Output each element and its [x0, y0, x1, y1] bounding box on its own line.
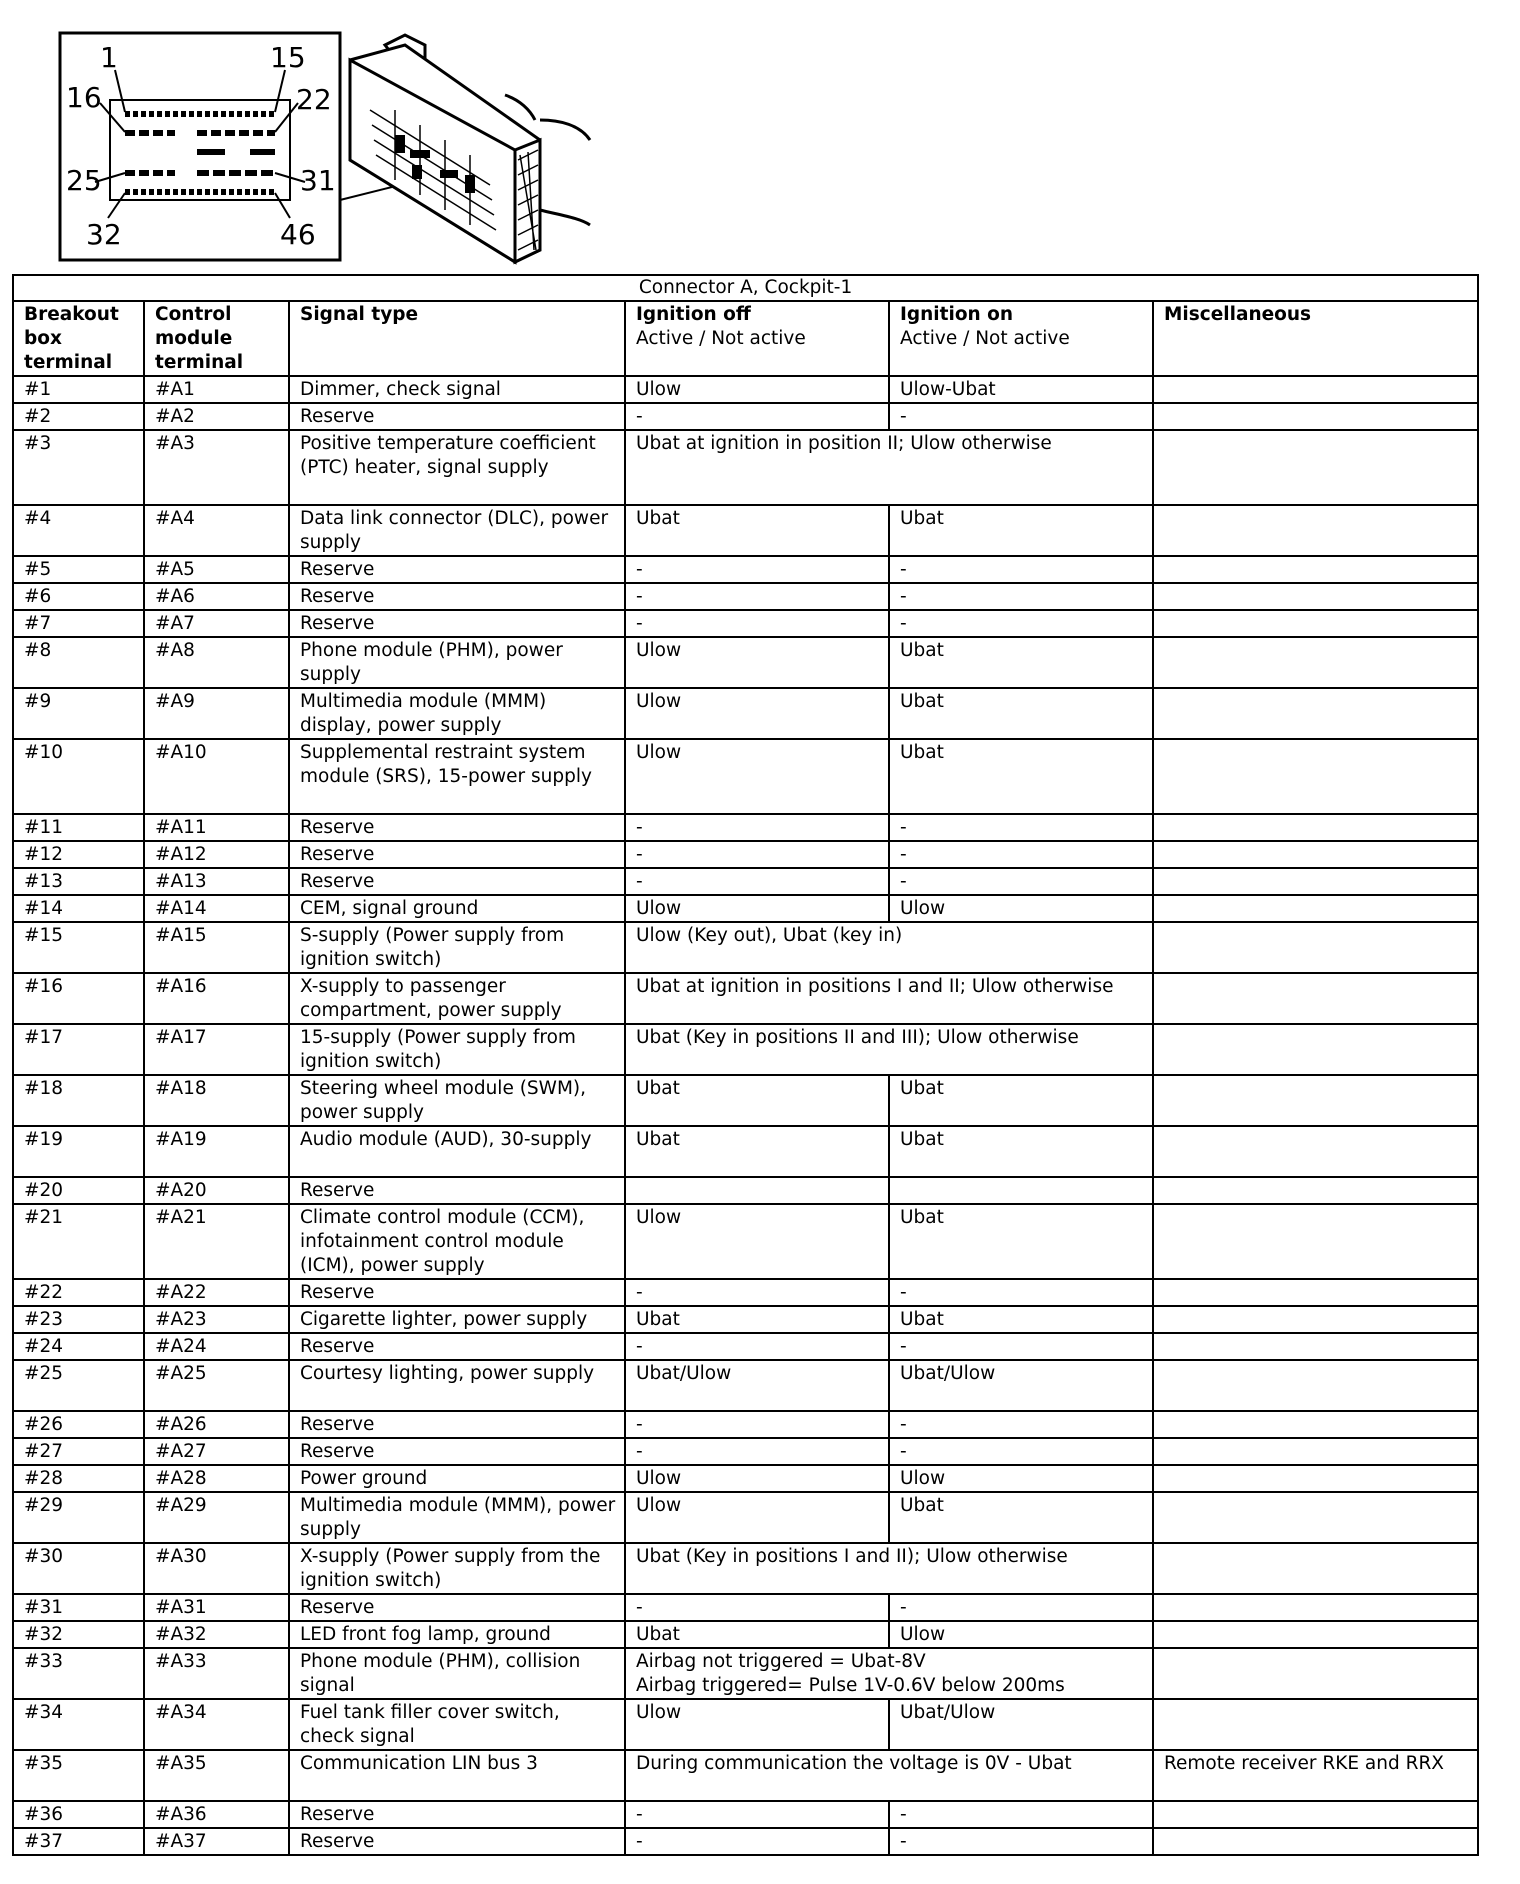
cell-control-terminal: #A6 — [144, 583, 289, 610]
cell-ignition-off: - — [625, 1279, 889, 1306]
cell-control-terminal: #A32 — [144, 1621, 289, 1648]
table-row — [13, 430, 1478, 505]
cell-control-terminal: #A3 — [144, 430, 289, 505]
pin-label-22: 22 — [296, 83, 332, 116]
cell-ignition-on: - — [889, 403, 1153, 430]
cell-miscellaneous — [1153, 376, 1478, 403]
table-row — [13, 1411, 1478, 1438]
cell-control-terminal: #A4 — [144, 505, 289, 556]
cell-ignition-off: - — [625, 556, 889, 583]
cell-miscellaneous — [1153, 403, 1478, 430]
cell-breakout-terminal: #25 — [13, 1360, 144, 1411]
table-row — [13, 922, 1478, 973]
cell-control-terminal: #A25 — [144, 1360, 289, 1411]
cell-ignition-on: Ubat — [889, 1492, 1153, 1543]
cell-signal-type: Reserve — [289, 1333, 625, 1360]
cell-breakout-terminal: #3 — [13, 430, 144, 505]
cell-control-terminal: #A27 — [144, 1438, 289, 1465]
cell-signal-type: Dimmer, check signal — [289, 376, 625, 403]
cell-ignition-on: Ubat/Ulow — [889, 1699, 1153, 1750]
cell-signal-type: LED front fog lamp, ground — [289, 1621, 625, 1648]
cell-ignition-merged: Ulow (Key out), Ubat (key in) — [625, 922, 1153, 973]
cell-signal-type: Reserve — [289, 1801, 625, 1828]
cell-ignition-off: - — [625, 868, 889, 895]
cell-miscellaneous — [1153, 1024, 1478, 1075]
cell-signal-type: Reserve — [289, 1411, 625, 1438]
table-row — [13, 1075, 1478, 1126]
cell-control-terminal: #A8 — [144, 637, 289, 688]
cell-miscellaneous — [1153, 895, 1478, 922]
cell-control-terminal: #A9 — [144, 688, 289, 739]
cell-miscellaneous — [1153, 1828, 1478, 1855]
cell-miscellaneous — [1153, 1621, 1478, 1648]
cell-signal-type: Courtesy lighting, power supply — [289, 1360, 625, 1411]
cell-ignition-on: - — [889, 1411, 1153, 1438]
table-row — [13, 973, 1478, 1024]
pin-label-46: 46 — [280, 218, 316, 251]
cell-miscellaneous — [1153, 1492, 1478, 1543]
cell-ignition-off: Ulow — [625, 637, 889, 688]
cell-miscellaneous — [1153, 1333, 1478, 1360]
table-row — [13, 1438, 1478, 1465]
cell-ignition-off: Ubat — [625, 1126, 889, 1177]
cell-control-terminal: #A26 — [144, 1411, 289, 1438]
cell-signal-type: Power ground — [289, 1465, 625, 1492]
cell-signal-type: Reserve — [289, 814, 625, 841]
table-row — [13, 688, 1478, 739]
cell-miscellaneous — [1153, 922, 1478, 973]
cell-ignition-on: Ubat — [889, 1204, 1153, 1279]
header-signal-type: Signal type — [289, 301, 625, 376]
cell-control-terminal: #A15 — [144, 922, 289, 973]
cell-miscellaneous — [1153, 505, 1478, 556]
pin-label-25: 25 — [66, 164, 102, 197]
cell-breakout-terminal: #31 — [13, 1594, 144, 1621]
table-row — [13, 1621, 1478, 1648]
cell-ignition-on: - — [889, 1828, 1153, 1855]
cell-ignition-merged: Airbag not triggered = Ubat-8V Airbag triggered= Pulse 1V-0.6V below 200ms — [625, 1648, 1153, 1699]
cell-signal-type: X-supply (Power supply from the ignition switch) — [289, 1543, 625, 1594]
cell-ignition-off: Ulow — [625, 1465, 889, 1492]
table-row — [13, 556, 1478, 583]
table-body — [13, 376, 1478, 1855]
cell-breakout-terminal: #1 — [13, 376, 144, 403]
table-row — [13, 1279, 1478, 1306]
cell-ignition-off: Ulow — [625, 895, 889, 922]
cell-miscellaneous — [1153, 637, 1478, 688]
cell-ignition-on: Ulow — [889, 895, 1153, 922]
cell-control-terminal: #A13 — [144, 868, 289, 895]
cell-breakout-terminal: #28 — [13, 1465, 144, 1492]
cell-control-terminal: #A1 — [144, 376, 289, 403]
cell-control-terminal: #A20 — [144, 1177, 289, 1204]
cell-breakout-terminal: #36 — [13, 1801, 144, 1828]
cell-ignition-off: Ubat — [625, 1306, 889, 1333]
header-ignition-on — [889, 301, 1153, 376]
cell-control-terminal: #A36 — [144, 1801, 289, 1828]
table-row — [13, 1543, 1478, 1594]
connector-table-container — [12, 274, 1477, 1856]
cell-ignition-off: - — [625, 1594, 889, 1621]
cell-breakout-terminal: #35 — [13, 1750, 144, 1801]
table-row — [13, 637, 1478, 688]
header-control-module-terminal: Control module terminal — [144, 301, 289, 376]
table-row — [13, 1492, 1478, 1543]
cell-breakout-terminal: #5 — [13, 556, 144, 583]
cell-ignition-on: Ubat — [889, 505, 1153, 556]
cell-signal-type: CEM, signal ground — [289, 895, 625, 922]
cell-ignition-off: - — [625, 1801, 889, 1828]
cell-breakout-terminal: #37 — [13, 1828, 144, 1855]
cell-breakout-terminal: #29 — [13, 1492, 144, 1543]
cell-control-terminal: #A11 — [144, 814, 289, 841]
cell-breakout-terminal: #11 — [13, 814, 144, 841]
cell-control-terminal: #A7 — [144, 610, 289, 637]
cell-signal-type: Fuel tank filler cover switch, check signal — [289, 1699, 625, 1750]
cell-signal-type: S-supply (Power supply from ignition switch) — [289, 922, 625, 973]
cell-ignition-off — [625, 1177, 889, 1204]
cell-breakout-terminal: #16 — [13, 973, 144, 1024]
table-row — [13, 814, 1478, 841]
cell-miscellaneous — [1153, 1411, 1478, 1438]
table-row — [13, 583, 1478, 610]
cell-ignition-off: Ubat — [625, 1621, 889, 1648]
cell-ignition-off: Ulow — [625, 1699, 889, 1750]
cell-miscellaneous — [1153, 1699, 1478, 1750]
cell-miscellaneous — [1153, 1204, 1478, 1279]
pin-label-31: 31 — [300, 164, 336, 197]
cell-ignition-merged: During communication the voltage is 0V - Ubat — [625, 1750, 1153, 1801]
cell-ignition-on: Ubat — [889, 688, 1153, 739]
cell-signal-type: X-supply to passenger compartment, power supply — [289, 973, 625, 1024]
cell-ignition-off: - — [625, 583, 889, 610]
cell-ignition-on: Ubat — [889, 1075, 1153, 1126]
cell-signal-type: Cigarette lighter, power supply — [289, 1306, 625, 1333]
cell-control-terminal: #A33 — [144, 1648, 289, 1699]
cell-breakout-terminal: #30 — [13, 1543, 144, 1594]
cell-breakout-terminal: #2 — [13, 403, 144, 430]
table-row — [13, 1024, 1478, 1075]
cell-breakout-terminal: #27 — [13, 1438, 144, 1465]
cell-miscellaneous — [1153, 1465, 1478, 1492]
header-ignition-on-sub: Active / Not active — [900, 328, 1070, 349]
table-row — [13, 868, 1478, 895]
cell-ignition-off: Ubat — [625, 505, 889, 556]
cell-breakout-terminal: #17 — [13, 1024, 144, 1075]
header-ignition-off — [625, 301, 889, 376]
cell-ignition-off: Ulow — [625, 1204, 889, 1279]
cell-ignition-off: - — [625, 1411, 889, 1438]
header-ignition-off-sub: Active / Not active — [636, 328, 806, 349]
cell-ignition-on: - — [889, 583, 1153, 610]
cell-breakout-terminal: #32 — [13, 1621, 144, 1648]
cell-breakout-terminal: #4 — [13, 505, 144, 556]
table-row — [13, 403, 1478, 430]
table-row — [13, 1594, 1478, 1621]
cell-miscellaneous — [1153, 1075, 1478, 1126]
cell-signal-type: Reserve — [289, 841, 625, 868]
cell-ignition-on: - — [889, 1279, 1153, 1306]
cell-ignition-off: - — [625, 403, 889, 430]
cell-ignition-off: - — [625, 1828, 889, 1855]
cell-ignition-off: Ulow — [625, 688, 889, 739]
table-row — [13, 1750, 1478, 1801]
cell-breakout-terminal: #23 — [13, 1306, 144, 1333]
cell-ignition-on: Ubat — [889, 1126, 1153, 1177]
cell-miscellaneous — [1153, 1438, 1478, 1465]
cell-ignition-on: Ubat/Ulow — [889, 1360, 1153, 1411]
cell-ignition-off: - — [625, 814, 889, 841]
cell-miscellaneous — [1153, 973, 1478, 1024]
header-ignition-off-title: Ignition off — [636, 304, 751, 325]
cell-signal-type: 15-supply (Power supply from ignition switch) — [289, 1024, 625, 1075]
cell-control-terminal: #A12 — [144, 841, 289, 868]
cell-miscellaneous — [1153, 1177, 1478, 1204]
cell-breakout-terminal: #15 — [13, 922, 144, 973]
cell-ignition-on: - — [889, 814, 1153, 841]
cell-signal-type: Reserve — [289, 556, 625, 583]
cell-breakout-terminal: #14 — [13, 895, 144, 922]
cell-signal-type: Multimedia module (MMM) display, power supply — [289, 688, 625, 739]
table-row — [13, 1648, 1478, 1699]
cell-miscellaneous — [1153, 841, 1478, 868]
cell-control-terminal: #A17 — [144, 1024, 289, 1075]
cell-ignition-on: Ubat — [889, 637, 1153, 688]
cell-control-terminal: #A31 — [144, 1594, 289, 1621]
cell-breakout-terminal: #6 — [13, 583, 144, 610]
cell-control-terminal: #A10 — [144, 739, 289, 814]
cell-signal-type: Positive temperature coefficient (PTC) heater, signal supply — [289, 430, 625, 505]
cell-signal-type: Reserve — [289, 583, 625, 610]
cell-breakout-terminal: #10 — [13, 739, 144, 814]
connector-a-cockpit-table — [12, 274, 1479, 1856]
table-row — [13, 1828, 1478, 1855]
cell-ignition-off: - — [625, 610, 889, 637]
cell-breakout-terminal: #24 — [13, 1333, 144, 1360]
cell-miscellaneous — [1153, 688, 1478, 739]
cell-ignition-on: - — [889, 1594, 1153, 1621]
cell-miscellaneous — [1153, 1279, 1478, 1306]
header-miscellaneous: Miscellaneous — [1153, 301, 1478, 376]
cell-control-terminal: #A18 — [144, 1075, 289, 1126]
cell-ignition-merged: Ubat (Key in positions II and III); Ulow otherwise — [625, 1024, 1153, 1075]
cell-ignition-on: - — [889, 868, 1153, 895]
cell-ignition-off: - — [625, 1333, 889, 1360]
cell-control-terminal: #A2 — [144, 403, 289, 430]
table-row — [13, 739, 1478, 814]
cell-ignition-off: Ulow — [625, 376, 889, 403]
pin-label-15: 15 — [270, 41, 306, 74]
cell-miscellaneous — [1153, 814, 1478, 841]
cell-signal-type: Supplemental restraint system module (SRS), 15-power supply — [289, 739, 625, 814]
cell-ignition-on: - — [889, 1438, 1153, 1465]
table-row — [13, 1177, 1478, 1204]
cell-ignition-on: - — [889, 1801, 1153, 1828]
cell-signal-type: Communication LIN bus 3 — [289, 1750, 625, 1801]
table-row — [13, 1333, 1478, 1360]
table-row — [13, 1801, 1478, 1828]
cell-signal-type: Steering wheel module (SWM), power supply — [289, 1075, 625, 1126]
table-row — [13, 610, 1478, 637]
cell-ignition-on — [889, 1177, 1153, 1204]
cell-control-terminal: #A22 — [144, 1279, 289, 1306]
table-row — [13, 1360, 1478, 1411]
cell-miscellaneous — [1153, 1360, 1478, 1411]
cell-control-terminal: #A30 — [144, 1543, 289, 1594]
cell-signal-type: Multimedia module (MMM), power supply — [289, 1492, 625, 1543]
cell-signal-type: Reserve — [289, 1177, 625, 1204]
table-row — [13, 1465, 1478, 1492]
cell-signal-type: Reserve — [289, 1594, 625, 1621]
cell-ignition-on: - — [889, 610, 1153, 637]
cell-breakout-terminal: #18 — [13, 1075, 144, 1126]
cell-miscellaneous — [1153, 610, 1478, 637]
cell-ignition-on: - — [889, 841, 1153, 868]
table-row — [13, 895, 1478, 922]
pin-label-1: 1 — [100, 41, 118, 74]
cell-miscellaneous — [1153, 583, 1478, 610]
cell-ignition-off: Ulow — [625, 739, 889, 814]
cell-control-terminal: #A24 — [144, 1333, 289, 1360]
cell-ignition-off: Ubat — [625, 1075, 889, 1126]
cell-control-terminal: #A34 — [144, 1699, 289, 1750]
cell-breakout-terminal: #19 — [13, 1126, 144, 1177]
cell-breakout-terminal: #22 — [13, 1279, 144, 1306]
cell-breakout-terminal: #13 — [13, 868, 144, 895]
table-caption: Connector A, Cockpit-1 — [13, 275, 1478, 301]
cell-signal-type: Reserve — [289, 1828, 625, 1855]
cell-breakout-terminal: #8 — [13, 637, 144, 688]
cell-signal-type: Reserve — [289, 868, 625, 895]
cell-signal-type: Phone module (PHM), power supply — [289, 637, 625, 688]
cell-ignition-off: Ulow — [625, 1492, 889, 1543]
cell-control-terminal: #A21 — [144, 1204, 289, 1279]
pin-label-32: 32 — [86, 218, 122, 251]
cell-signal-type: Climate control module (CCM), infotainment control module (ICM), power supply — [289, 1204, 625, 1279]
table-row — [13, 1306, 1478, 1333]
cell-signal-type: Audio module (AUD), 30-supply — [289, 1126, 625, 1177]
cell-control-terminal: #A5 — [144, 556, 289, 583]
cell-signal-type: Phone module (PHM), collision signal — [289, 1648, 625, 1699]
cell-ignition-on: Ubat — [889, 739, 1153, 814]
cell-miscellaneous — [1153, 1543, 1478, 1594]
pin-label-16: 16 — [66, 81, 102, 114]
table-row — [13, 376, 1478, 403]
cell-control-terminal: #A29 — [144, 1492, 289, 1543]
table-row — [13, 505, 1478, 556]
cell-signal-type: Reserve — [289, 610, 625, 637]
cell-control-terminal: #A16 — [144, 973, 289, 1024]
cell-signal-type: Reserve — [289, 1438, 625, 1465]
cell-ignition-on: Ulow — [889, 1465, 1153, 1492]
cell-breakout-terminal: #12 — [13, 841, 144, 868]
cell-control-terminal: #A19 — [144, 1126, 289, 1177]
cell-miscellaneous — [1153, 556, 1478, 583]
cell-ignition-on: Ulow-Ubat — [889, 376, 1153, 403]
cell-miscellaneous: Remote receiver RKE and RRX — [1153, 1750, 1478, 1801]
table-row — [13, 1126, 1478, 1177]
cell-breakout-terminal: #20 — [13, 1177, 144, 1204]
cell-control-terminal: #A23 — [144, 1306, 289, 1333]
connector-illustration — [350, 35, 590, 262]
cell-miscellaneous — [1153, 1306, 1478, 1333]
header-breakout-box-terminal: Breakout box terminal — [13, 301, 144, 376]
cell-miscellaneous — [1153, 1648, 1478, 1699]
connector-pinout-illustration — [0, 0, 700, 270]
cell-miscellaneous — [1153, 739, 1478, 814]
cell-miscellaneous — [1153, 868, 1478, 895]
cell-breakout-terminal: #9 — [13, 688, 144, 739]
cell-ignition-off: - — [625, 1438, 889, 1465]
cell-miscellaneous — [1153, 1801, 1478, 1828]
cell-ignition-off: Ubat/Ulow — [625, 1360, 889, 1411]
cell-ignition-on: - — [889, 556, 1153, 583]
cell-breakout-terminal: #33 — [13, 1648, 144, 1699]
cell-breakout-terminal: #26 — [13, 1411, 144, 1438]
cell-signal-type: Reserve — [289, 403, 625, 430]
cell-ignition-merged: Ubat (Key in positions I and II); Ulow otherwise — [625, 1543, 1153, 1594]
cell-ignition-on: Ulow — [889, 1621, 1153, 1648]
cell-breakout-terminal: #34 — [13, 1699, 144, 1750]
cell-ignition-on: - — [889, 1333, 1153, 1360]
cell-breakout-terminal: #21 — [13, 1204, 144, 1279]
cell-control-terminal: #A28 — [144, 1465, 289, 1492]
cell-miscellaneous — [1153, 1594, 1478, 1621]
cell-control-terminal: #A35 — [144, 1750, 289, 1801]
cell-miscellaneous — [1153, 1126, 1478, 1177]
connector-diagram — [0, 0, 700, 270]
table-row — [13, 1204, 1478, 1279]
header-ignition-on-title: Ignition on — [900, 304, 1014, 325]
table-row — [13, 1699, 1478, 1750]
table-row — [13, 841, 1478, 868]
cell-ignition-on: Ubat — [889, 1306, 1153, 1333]
cell-signal-type: Data link connector (DLC), power supply — [289, 505, 625, 556]
cell-ignition-merged: Ubat at ignition in position II; Ulow otherwise — [625, 430, 1153, 505]
cell-ignition-off: - — [625, 841, 889, 868]
cell-miscellaneous — [1153, 430, 1478, 505]
cell-signal-type: Reserve — [289, 1279, 625, 1306]
cell-control-terminal: #A14 — [144, 895, 289, 922]
cell-breakout-terminal: #7 — [13, 610, 144, 637]
cell-control-terminal: #A37 — [144, 1828, 289, 1855]
cell-ignition-merged: Ubat at ignition in positions I and II; Ulow otherwise — [625, 973, 1153, 1024]
